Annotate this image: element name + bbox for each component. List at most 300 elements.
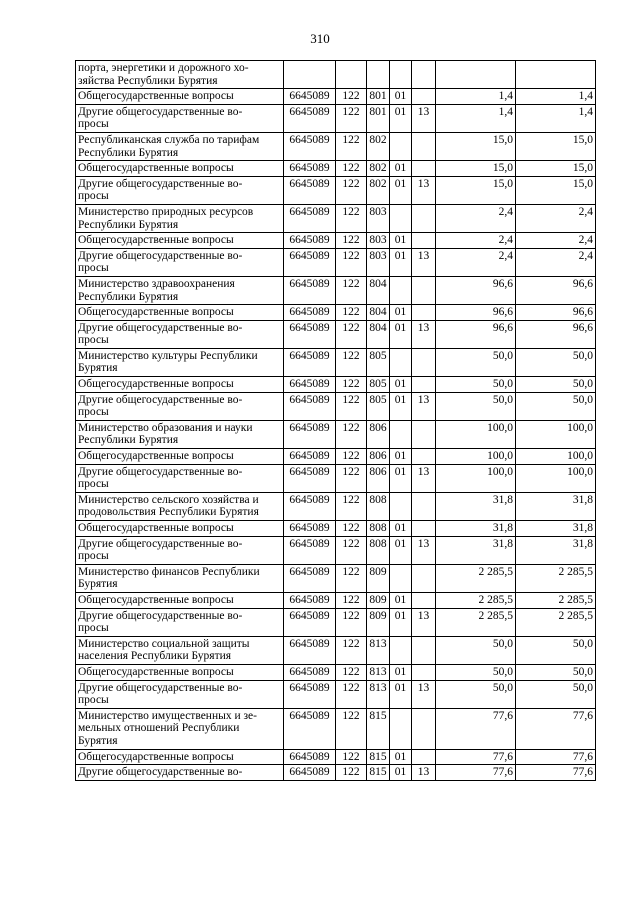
amount-total-cell: 1,4 xyxy=(516,104,596,132)
table-row xyxy=(76,449,596,465)
amount-cell: 100,0 xyxy=(436,420,516,448)
subsection-cell xyxy=(412,233,436,249)
section-cell: 01 xyxy=(390,464,412,492)
item-name-cell xyxy=(76,536,284,564)
ministry-code-cell: 808 xyxy=(367,521,390,537)
amount-total-cell: 100,0 xyxy=(516,464,596,492)
ministry-code-cell: 804 xyxy=(367,305,390,321)
item-name-line: Министерство здравоохранения xyxy=(78,277,235,290)
item-name-line: Республиканская служба по тарифам xyxy=(78,133,260,146)
ministry-code-cell: 808 xyxy=(367,492,390,520)
expense-type-cell: 122 xyxy=(336,420,367,448)
item-name-line: просы xyxy=(78,622,109,635)
amount-cell: 15,0 xyxy=(436,161,516,177)
expense-type-cell: 122 xyxy=(336,680,367,708)
amount-total-cell: 96,6 xyxy=(516,320,596,348)
amount-cell: 50,0 xyxy=(436,348,516,376)
ministry-code-cell: 805 xyxy=(367,392,390,420)
target-code-cell: 6645089 xyxy=(284,276,336,304)
table-row xyxy=(76,765,596,781)
subsection-cell: 13 xyxy=(412,536,436,564)
item-name-line: Республики Бурятия xyxy=(78,146,179,159)
subsection-cell xyxy=(412,61,436,89)
amount-total-cell: 77,6 xyxy=(516,708,596,749)
subsection-cell xyxy=(412,420,436,448)
expense-type-cell: 122 xyxy=(336,564,367,592)
ministry-code-cell: 805 xyxy=(367,348,390,376)
section-cell xyxy=(390,61,412,89)
subsection-cell: 13 xyxy=(412,104,436,132)
item-name-cell xyxy=(76,377,284,393)
expense-type-cell: 122 xyxy=(336,104,367,132)
table-row xyxy=(76,636,596,664)
target-code-cell: 6645089 xyxy=(284,348,336,376)
item-name-line: Другие общегосударственные во- xyxy=(78,249,243,262)
ministry-code-cell: 806 xyxy=(367,464,390,492)
section-cell: 01 xyxy=(390,104,412,132)
section-cell: 01 xyxy=(390,392,412,420)
expense-type-cell: 122 xyxy=(336,492,367,520)
expense-type-cell: 122 xyxy=(336,536,367,564)
amount-total-cell: 15,0 xyxy=(516,176,596,204)
subsection-cell: 13 xyxy=(412,680,436,708)
budget-table xyxy=(75,60,596,781)
target-code-cell: 6645089 xyxy=(284,749,336,765)
target-code-cell: 6645089 xyxy=(284,636,336,664)
item-name-cell xyxy=(76,564,284,592)
item-name-line: просы xyxy=(78,694,109,707)
amount-cell: 50,0 xyxy=(436,377,516,393)
item-name-line: Другие общегосударственные во- xyxy=(78,393,243,406)
section-cell: 01 xyxy=(390,664,412,680)
table-row xyxy=(76,204,596,232)
subsection-cell xyxy=(412,749,436,765)
ministry-code-cell: 806 xyxy=(367,420,390,448)
table-row xyxy=(76,161,596,177)
table-row xyxy=(76,89,596,105)
target-code-cell: 6645089 xyxy=(284,492,336,520)
ministry-code-cell: 813 xyxy=(367,680,390,708)
table-row xyxy=(76,320,596,348)
section-cell: 01 xyxy=(390,592,412,608)
item-name-line: Общегосударственные вопросы xyxy=(78,378,234,391)
item-name-cell xyxy=(76,132,284,160)
expense-type-cell: 122 xyxy=(336,161,367,177)
expense-type-cell: 122 xyxy=(336,608,367,636)
ministry-code-cell: 803 xyxy=(367,233,390,249)
amount-total-cell: 2 285,5 xyxy=(516,592,596,608)
item-name-line: Министерство культуры Республики xyxy=(78,349,258,362)
subsection-cell xyxy=(412,305,436,321)
table-row xyxy=(76,680,596,708)
table-row xyxy=(76,749,596,765)
item-name-line: Общегосударственные вопросы xyxy=(78,665,234,678)
target-code-cell: 6645089 xyxy=(284,464,336,492)
item-name-cell xyxy=(76,176,284,204)
table-row xyxy=(76,592,596,608)
subsection-cell: 13 xyxy=(412,176,436,204)
subsection-cell: 13 xyxy=(412,248,436,276)
section-cell: 01 xyxy=(390,305,412,321)
amount-cell: 31,8 xyxy=(436,536,516,564)
amount-cell: 15,0 xyxy=(436,132,516,160)
expense-type-cell: 122 xyxy=(336,233,367,249)
item-name-line: мельных отношений Республики xyxy=(78,722,240,735)
amount-cell: 100,0 xyxy=(436,449,516,465)
amount-total-cell: 2,4 xyxy=(516,233,596,249)
item-name-cell xyxy=(76,161,284,177)
table-row xyxy=(76,132,596,160)
expense-type-cell: 122 xyxy=(336,708,367,749)
item-name-line: Другие общегосударственные во- xyxy=(78,766,243,779)
target-code-cell xyxy=(284,61,336,89)
section-cell: 01 xyxy=(390,749,412,765)
item-name-line: просы xyxy=(78,334,109,347)
amount-total-cell: 2,4 xyxy=(516,204,596,232)
subsection-cell xyxy=(412,161,436,177)
expense-type-cell: 122 xyxy=(336,320,367,348)
item-name-line: зяйства Республики Бурятия xyxy=(78,74,218,87)
target-code-cell: 6645089 xyxy=(284,204,336,232)
section-cell xyxy=(390,492,412,520)
subsection-cell: 13 xyxy=(412,320,436,348)
item-name-cell xyxy=(76,233,284,249)
amount-total-cell: 2 285,5 xyxy=(516,608,596,636)
item-name-cell xyxy=(76,320,284,348)
section-cell xyxy=(390,708,412,749)
item-name-line: порта, энергетики и дорожного хо- xyxy=(78,62,249,74)
target-code-cell: 6645089 xyxy=(284,608,336,636)
section-cell xyxy=(390,348,412,376)
subsection-cell: 13 xyxy=(412,392,436,420)
table-row xyxy=(76,248,596,276)
ministry-code-cell: 806 xyxy=(367,449,390,465)
table-row xyxy=(76,392,596,420)
item-name-cell xyxy=(76,708,284,749)
table-row xyxy=(76,564,596,592)
item-name-line: Другие общегосударственные во- xyxy=(78,681,243,694)
subsection-cell xyxy=(412,708,436,749)
amount-total-cell: 50,0 xyxy=(516,664,596,680)
item-name-cell xyxy=(76,464,284,492)
subsection-cell: 13 xyxy=(412,464,436,492)
amount-total-cell: 31,8 xyxy=(516,536,596,564)
item-name-cell xyxy=(76,449,284,465)
amount-total-cell: 50,0 xyxy=(516,636,596,664)
item-name-line: Министерство природных ресурсов xyxy=(78,205,254,218)
item-name-cell xyxy=(76,492,284,520)
ministry-code-cell: 815 xyxy=(367,708,390,749)
subsection-cell xyxy=(412,204,436,232)
item-name-line: просы xyxy=(78,118,109,131)
item-name-line: Общегосударственные вопросы xyxy=(78,750,234,763)
item-name-line: просы xyxy=(78,406,109,419)
amount-cell: 2 285,5 xyxy=(436,564,516,592)
amount-cell: 100,0 xyxy=(436,464,516,492)
amount-cell: 2 285,5 xyxy=(436,608,516,636)
ministry-code-cell: 809 xyxy=(367,608,390,636)
item-name-line: Министерство сельского хозяйства и xyxy=(78,493,259,506)
amount-cell: 2,4 xyxy=(436,204,516,232)
amount-total-cell: 2 285,5 xyxy=(516,564,596,592)
subsection-cell xyxy=(412,348,436,376)
item-name-line: Республики Бурятия xyxy=(78,218,179,231)
target-code-cell: 6645089 xyxy=(284,664,336,680)
target-code-cell: 6645089 xyxy=(284,564,336,592)
item-name-cell xyxy=(76,276,284,304)
section-cell: 01 xyxy=(390,377,412,393)
amount-cell: 15,0 xyxy=(436,176,516,204)
table-row xyxy=(76,492,596,520)
item-name-line: Другие общегосударственные во- xyxy=(78,537,243,550)
item-name-cell xyxy=(76,521,284,537)
ministry-code-cell xyxy=(367,61,390,89)
table-row xyxy=(76,377,596,393)
amount-cell: 2 285,5 xyxy=(436,592,516,608)
amount-cell: 50,0 xyxy=(436,664,516,680)
item-name-line: просы xyxy=(78,550,109,563)
amount-total-cell xyxy=(516,61,596,89)
section-cell xyxy=(390,204,412,232)
section-cell: 01 xyxy=(390,320,412,348)
amount-cell: 77,6 xyxy=(436,708,516,749)
target-code-cell: 6645089 xyxy=(284,161,336,177)
expense-type-cell: 122 xyxy=(336,765,367,781)
section-cell: 01 xyxy=(390,176,412,204)
section-cell: 01 xyxy=(390,536,412,564)
ministry-code-cell: 804 xyxy=(367,276,390,304)
section-cell: 01 xyxy=(390,161,412,177)
amount-total-cell: 77,6 xyxy=(516,749,596,765)
item-name-line: Другие общегосударственные во- xyxy=(78,321,243,334)
item-name-cell xyxy=(76,765,284,781)
subsection-cell xyxy=(412,89,436,105)
item-name-line: продовольствия Республики Бурятия xyxy=(78,506,259,519)
amount-cell: 1,4 xyxy=(436,89,516,105)
amount-total-cell: 96,6 xyxy=(516,305,596,321)
table-row xyxy=(76,104,596,132)
section-cell xyxy=(390,636,412,664)
amount-cell: 50,0 xyxy=(436,680,516,708)
item-name-cell xyxy=(76,592,284,608)
subsection-cell xyxy=(412,636,436,664)
item-name-cell xyxy=(76,61,284,89)
target-code-cell: 6645089 xyxy=(284,176,336,204)
target-code-cell: 6645089 xyxy=(284,536,336,564)
section-cell: 01 xyxy=(390,89,412,105)
expense-type-cell: 122 xyxy=(336,348,367,376)
amount-total-cell: 100,0 xyxy=(516,420,596,448)
expense-type-cell: 122 xyxy=(336,592,367,608)
target-code-cell: 6645089 xyxy=(284,449,336,465)
section-cell: 01 xyxy=(390,248,412,276)
expense-type-cell: 122 xyxy=(336,132,367,160)
section-cell xyxy=(390,420,412,448)
expense-type-cell xyxy=(336,61,367,89)
ministry-code-cell: 808 xyxy=(367,536,390,564)
amount-total-cell: 96,6 xyxy=(516,276,596,304)
item-name-line: Общегосударственные вопросы xyxy=(78,162,234,175)
subsection-cell: 13 xyxy=(412,608,436,636)
item-name-cell xyxy=(76,204,284,232)
item-name-line: просы xyxy=(78,478,109,491)
table-row xyxy=(76,61,596,89)
item-name-line: Бурятия xyxy=(78,578,118,591)
amount-total-cell: 15,0 xyxy=(516,161,596,177)
table-row xyxy=(76,608,596,636)
expense-type-cell: 122 xyxy=(336,636,367,664)
amount-total-cell: 50,0 xyxy=(516,392,596,420)
ministry-code-cell: 813 xyxy=(367,636,390,664)
item-name-line: Общегосударственные вопросы xyxy=(78,234,234,247)
subsection-cell xyxy=(412,492,436,520)
item-name-line: Другие общегосударственные во- xyxy=(78,609,243,622)
amount-total-cell: 15,0 xyxy=(516,132,596,160)
amount-total-cell: 31,8 xyxy=(516,492,596,520)
amount-total-cell: 100,0 xyxy=(516,449,596,465)
amount-total-cell: 50,0 xyxy=(516,348,596,376)
item-name-line: Другие общегосударственные во- xyxy=(78,105,243,118)
item-name-line: Министерство образования и науки xyxy=(78,421,253,434)
table-row xyxy=(76,276,596,304)
target-code-cell: 6645089 xyxy=(284,680,336,708)
section-cell xyxy=(390,132,412,160)
amount-cell: 31,8 xyxy=(436,492,516,520)
amount-total-cell: 50,0 xyxy=(516,680,596,708)
item-name-line: Другие общегосударственные во- xyxy=(78,465,243,478)
expense-type-cell: 122 xyxy=(336,204,367,232)
item-name-line: Общегосударственные вопросы xyxy=(78,522,234,534)
item-name-line: Бурятия xyxy=(78,734,118,747)
table-row xyxy=(76,664,596,680)
expense-type-cell: 122 xyxy=(336,449,367,465)
item-name-cell xyxy=(76,348,284,376)
subsection-cell xyxy=(412,664,436,680)
target-code-cell: 6645089 xyxy=(284,132,336,160)
table-row xyxy=(76,176,596,204)
ministry-code-cell: 802 xyxy=(367,161,390,177)
amount-cell: 96,6 xyxy=(436,276,516,304)
table-row xyxy=(76,348,596,376)
item-name-line: Республики Бурятия xyxy=(78,434,179,447)
section-cell: 01 xyxy=(390,449,412,465)
amount-total-cell: 77,6 xyxy=(516,765,596,781)
subsection-cell xyxy=(412,564,436,592)
item-name-cell xyxy=(76,305,284,321)
ministry-code-cell: 803 xyxy=(367,204,390,232)
subsection-cell xyxy=(412,377,436,393)
amount-cell: 96,6 xyxy=(436,305,516,321)
item-name-line: Общегосударственные вопросы xyxy=(78,306,234,319)
expense-type-cell: 122 xyxy=(336,392,367,420)
item-name-cell xyxy=(76,680,284,708)
amount-cell: 2,4 xyxy=(436,248,516,276)
subsection-cell xyxy=(412,449,436,465)
item-name-line: Республики Бурятия xyxy=(78,290,179,303)
expense-type-cell: 122 xyxy=(336,521,367,537)
ministry-code-cell: 805 xyxy=(367,377,390,393)
amount-cell: 31,8 xyxy=(436,521,516,537)
item-name-cell xyxy=(76,420,284,448)
expense-type-cell: 122 xyxy=(336,305,367,321)
item-name-line: населения Республики Бурятия xyxy=(78,650,232,663)
section-cell: 01 xyxy=(390,608,412,636)
item-name-line: просы xyxy=(78,262,109,275)
table-row xyxy=(76,464,596,492)
item-name-cell xyxy=(76,89,284,105)
expense-type-cell: 122 xyxy=(336,176,367,204)
ministry-code-cell: 815 xyxy=(367,765,390,781)
target-code-cell: 6645089 xyxy=(284,765,336,781)
amount-total-cell: 2,4 xyxy=(516,248,596,276)
expense-type-cell: 122 xyxy=(336,248,367,276)
item-name-line: просы xyxy=(78,190,109,203)
item-name-cell xyxy=(76,636,284,664)
target-code-cell: 6645089 xyxy=(284,377,336,393)
item-name-line: Министерство имущественных и зе- xyxy=(78,709,257,722)
section-cell: 01 xyxy=(390,521,412,537)
subsection-cell xyxy=(412,276,436,304)
amount-total-cell: 1,4 xyxy=(516,89,596,105)
ministry-code-cell: 801 xyxy=(367,104,390,132)
ministry-code-cell: 802 xyxy=(367,132,390,160)
ministry-code-cell: 804 xyxy=(367,320,390,348)
ministry-code-cell: 809 xyxy=(367,592,390,608)
item-name-line: Министерство социальной защиты xyxy=(78,637,250,650)
table-row xyxy=(76,536,596,564)
amount-cell: 1,4 xyxy=(436,104,516,132)
amount-cell: 2,4 xyxy=(436,233,516,249)
target-code-cell: 6645089 xyxy=(284,592,336,608)
item-name-line: Общегосударственные вопросы xyxy=(78,90,234,103)
section-cell: 01 xyxy=(390,680,412,708)
subsection-cell: 13 xyxy=(412,765,436,781)
item-name-line: Министерство финансов Республики xyxy=(78,565,260,578)
ministry-code-cell: 803 xyxy=(367,248,390,276)
subsection-cell xyxy=(412,132,436,160)
subsection-cell xyxy=(412,592,436,608)
table-row xyxy=(76,305,596,321)
ministry-code-cell: 802 xyxy=(367,176,390,204)
amount-cell: 50,0 xyxy=(436,392,516,420)
section-cell xyxy=(390,564,412,592)
expense-type-cell: 122 xyxy=(336,276,367,304)
table-row xyxy=(76,708,596,749)
amount-total-cell: 50,0 xyxy=(516,377,596,393)
target-code-cell: 6645089 xyxy=(284,392,336,420)
ministry-code-cell: 801 xyxy=(367,89,390,105)
item-name-cell xyxy=(76,608,284,636)
target-code-cell: 6645089 xyxy=(284,233,336,249)
ministry-code-cell: 815 xyxy=(367,749,390,765)
table-row xyxy=(76,233,596,249)
subsection-cell xyxy=(412,521,436,537)
item-name-line: Общегосударственные вопросы xyxy=(78,593,234,606)
amount-cell: 96,6 xyxy=(436,320,516,348)
item-name-line: Бурятия xyxy=(78,362,118,375)
amount-total-cell: 31,8 xyxy=(516,521,596,537)
table-row xyxy=(76,420,596,448)
item-name-cell xyxy=(76,749,284,765)
expense-type-cell: 122 xyxy=(336,377,367,393)
item-name-cell xyxy=(76,104,284,132)
section-cell xyxy=(390,276,412,304)
target-code-cell: 6645089 xyxy=(284,521,336,537)
amount-cell xyxy=(436,61,516,89)
amount-cell: 50,0 xyxy=(436,636,516,664)
expense-type-cell: 122 xyxy=(336,89,367,105)
section-cell: 01 xyxy=(390,233,412,249)
